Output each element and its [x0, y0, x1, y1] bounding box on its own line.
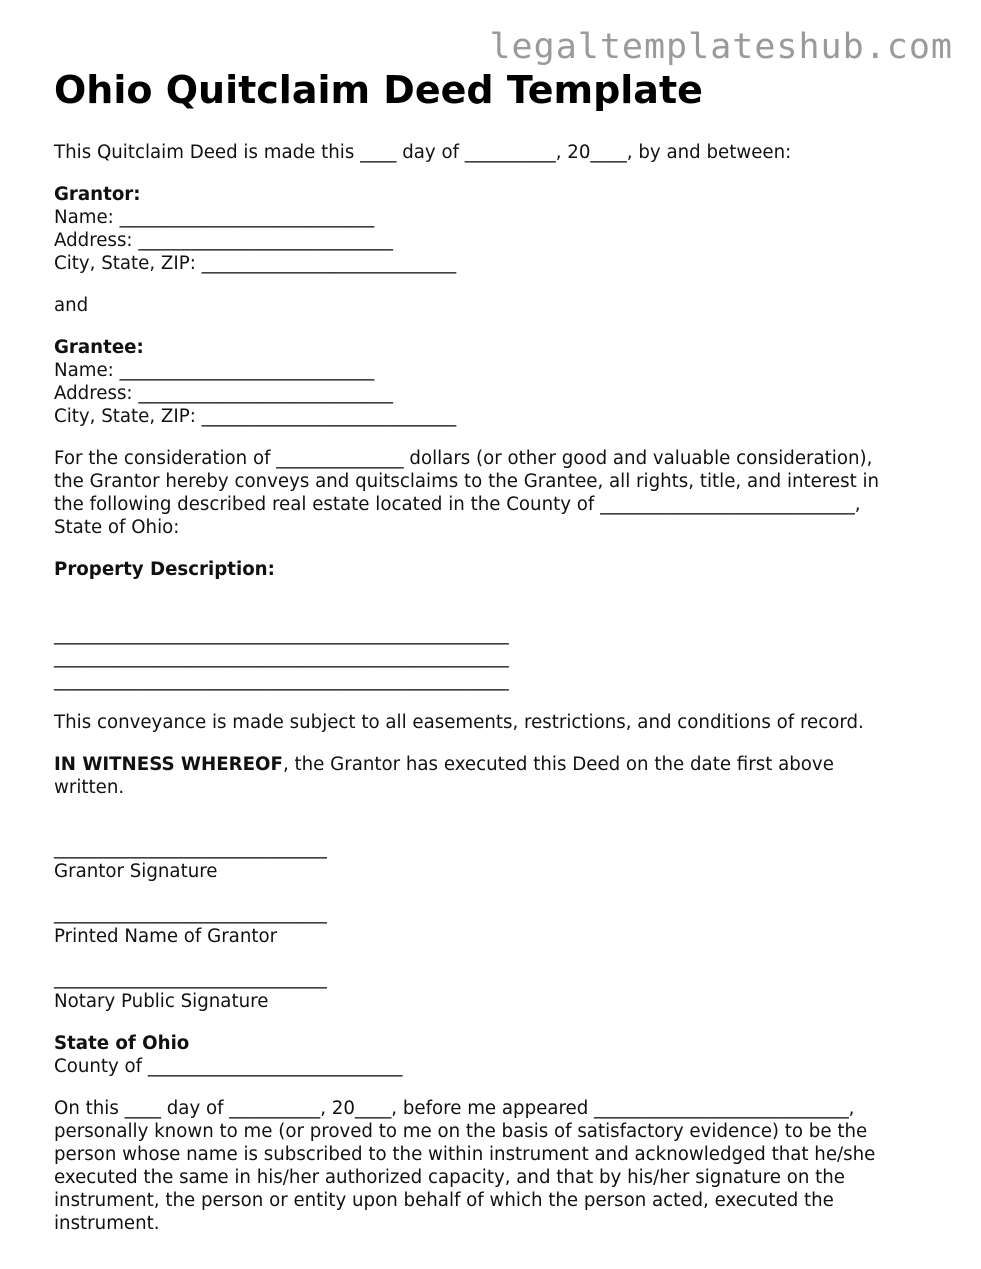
grantee-city-field: City, State, ZIP: ____________________________	[54, 406, 457, 427]
witness-bold: IN WITNESS WHEREOF	[54, 754, 283, 775]
property-line: __________________________________________________	[54, 624, 509, 645]
grantee-heading: Grantee:	[54, 337, 144, 358]
grantor-signature-line: ______________________________	[54, 838, 327, 859]
printed-name-label: Printed Name of Grantor	[54, 926, 278, 947]
grantor-name-field: Name: ____________________________	[54, 207, 375, 228]
and-text: and	[54, 295, 89, 316]
watermark-text: legaltemplateshub.com	[489, 27, 953, 67]
grantor-address-field: Address: ____________________________	[54, 230, 393, 251]
notary-text-line: person whose name is subscribed to the within instrument and acknowledged that he/she	[54, 1144, 876, 1165]
property-line: __________________________________________________	[54, 670, 509, 691]
notary-signature-line: ______________________________	[54, 968, 327, 989]
notary-text-line: On this ____ day of __________, 20____, before me appeared ____________________________,	[54, 1098, 855, 1119]
property-description-heading: Property Description:	[54, 559, 275, 580]
witness-paragraph	[54, 753, 934, 799]
intro-paragraph: This Quitclaim Deed is made this ____ day of __________, 20____, by and between:	[54, 142, 792, 163]
grantor-signature-label: Grantor Signature	[54, 861, 218, 882]
witness-rest: , the Grantor has executed this Deed on the date first above	[282, 754, 834, 775]
grantee-section	[54, 336, 934, 428]
notary-section	[54, 1032, 934, 1235]
notary-text-line: instrument.	[54, 1213, 160, 1234]
consideration-line: For the consideration of ______________ dollars (or other good and valuable consideration),	[54, 448, 873, 469]
subject-paragraph: This conveyance is made subject to all easements, restrictions, and conditions of record.	[54, 712, 864, 733]
notary-signature-label: Notary Public Signature	[54, 991, 269, 1012]
witness-line2: written.	[54, 777, 125, 798]
notary-text-line: instrument, the person or entity upon behalf of which the person acted, executed the	[54, 1190, 834, 1211]
signature-block	[54, 818, 934, 1013]
consideration-line: the following described real estate located in the County of ____________________________,	[54, 494, 861, 515]
notary-text-line: executed the same in his/her authorized capacity, and that by his/her signature on the	[54, 1167, 845, 1188]
grantee-name-field: Name: ____________________________	[54, 360, 375, 381]
consideration-paragraph	[54, 447, 934, 539]
grantor-section	[54, 183, 934, 275]
consideration-line: State of Ohio:	[54, 517, 180, 538]
property-line: __________________________________________________	[54, 647, 509, 668]
notary-state-heading: State of Ohio	[54, 1033, 190, 1054]
printed-name-line: ______________________________	[54, 903, 327, 924]
notary-text-line: personally known to me (or proved to me on the basis of satisfactory evidence) to be the	[54, 1121, 868, 1142]
grantee-address-field: Address: ____________________________	[54, 383, 393, 404]
property-description-lines	[54, 623, 934, 692]
deed-body	[54, 141, 934, 1235]
page-title: Ohio Quitclaim Deed Template	[54, 68, 703, 112]
notary-county-field: County of ____________________________	[54, 1056, 403, 1077]
consideration-line: the Grantor hereby conveys and quitsclaims to the Grantee, all rights, title, and interest in	[54, 471, 880, 492]
grantor-city-field: City, State, ZIP: ____________________________	[54, 253, 457, 274]
grantor-heading: Grantor:	[54, 184, 141, 205]
